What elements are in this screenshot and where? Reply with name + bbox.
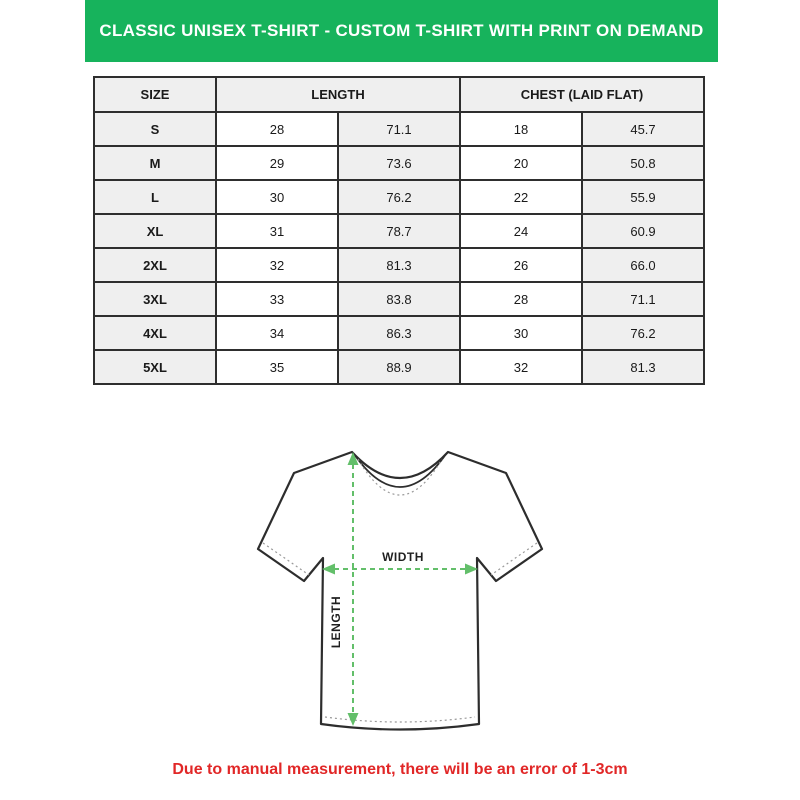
table-header-row: [94, 77, 704, 112]
length-inch-cell: 31: [216, 214, 338, 248]
page-title: CLASSIC UNISEX T-SHIRT - CUSTOM T-SHIRT WITH PRINT ON DEMAND: [99, 21, 704, 40]
length-inch-cell: 33: [216, 282, 338, 316]
table-row: [94, 112, 704, 146]
size-table: [93, 76, 705, 385]
header-length: LENGTH: [216, 77, 460, 112]
length-cm-cell: 88.9: [338, 350, 460, 384]
size-cell: XL: [94, 214, 216, 248]
length-inch-cell: 35: [216, 350, 338, 384]
width-label: WIDTH: [382, 550, 424, 564]
chest-cm-cell: 50.8: [582, 146, 704, 180]
table-row: [94, 214, 704, 248]
chest-cm-cell: 60.9: [582, 214, 704, 248]
chest-cm-cell: 71.1: [582, 282, 704, 316]
title-banner: [85, 0, 718, 62]
size-cell: 3XL: [94, 282, 216, 316]
header-size: SIZE: [94, 77, 216, 112]
chest-cm-cell: 81.3: [582, 350, 704, 384]
chest-inch-cell: 22: [460, 180, 582, 214]
size-cell: 4XL: [94, 316, 216, 350]
length-inch-cell: 32: [216, 248, 338, 282]
size-cell: M: [94, 146, 216, 180]
length-cm-cell: 81.3: [338, 248, 460, 282]
length-cm-cell: 86.3: [338, 316, 460, 350]
chest-inch-cell: 30: [460, 316, 582, 350]
length-inch-cell: 30: [216, 180, 338, 214]
measurement-error-note: Due to manual measurement, there will be an error of 1-3cm: [172, 761, 628, 778]
length-inch-cell: 34: [216, 316, 338, 350]
table-row: [94, 180, 704, 214]
size-cell: 2XL: [94, 248, 216, 282]
length-cm-cell: 71.1: [338, 112, 460, 146]
length-inch-cell: 29: [216, 146, 338, 180]
table-row: [94, 282, 704, 316]
chest-inch-cell: 24: [460, 214, 582, 248]
chest-inch-cell: 28: [460, 282, 582, 316]
chest-inch-cell: 32: [460, 350, 582, 384]
chest-cm-cell: 55.9: [582, 180, 704, 214]
length-cm-cell: 78.7: [338, 214, 460, 248]
tshirt-outline: [258, 452, 542, 730]
chest-inch-cell: 26: [460, 248, 582, 282]
length-inch-cell: 28: [216, 112, 338, 146]
chest-inch-cell: 18: [460, 112, 582, 146]
header-chest: CHEST (LAID FLAT): [460, 77, 704, 112]
length-cm-cell: 76.2: [338, 180, 460, 214]
chest-cm-cell: 76.2: [582, 316, 704, 350]
table-row: [94, 146, 704, 180]
size-cell: 5XL: [94, 350, 216, 384]
size-cell: L: [94, 180, 216, 214]
table-row: [94, 316, 704, 350]
length-label: LENGTH: [329, 595, 343, 649]
chest-inch-cell: 20: [460, 146, 582, 180]
tshirt-measurement-diagram: [240, 425, 560, 750]
length-cm-cell: 83.8: [338, 282, 460, 316]
chest-cm-cell: 66.0: [582, 248, 704, 282]
table-row: [94, 350, 704, 384]
chest-cm-cell: 45.7: [582, 112, 704, 146]
table-row: [94, 248, 704, 282]
size-cell: S: [94, 112, 216, 146]
length-cm-cell: 73.6: [338, 146, 460, 180]
